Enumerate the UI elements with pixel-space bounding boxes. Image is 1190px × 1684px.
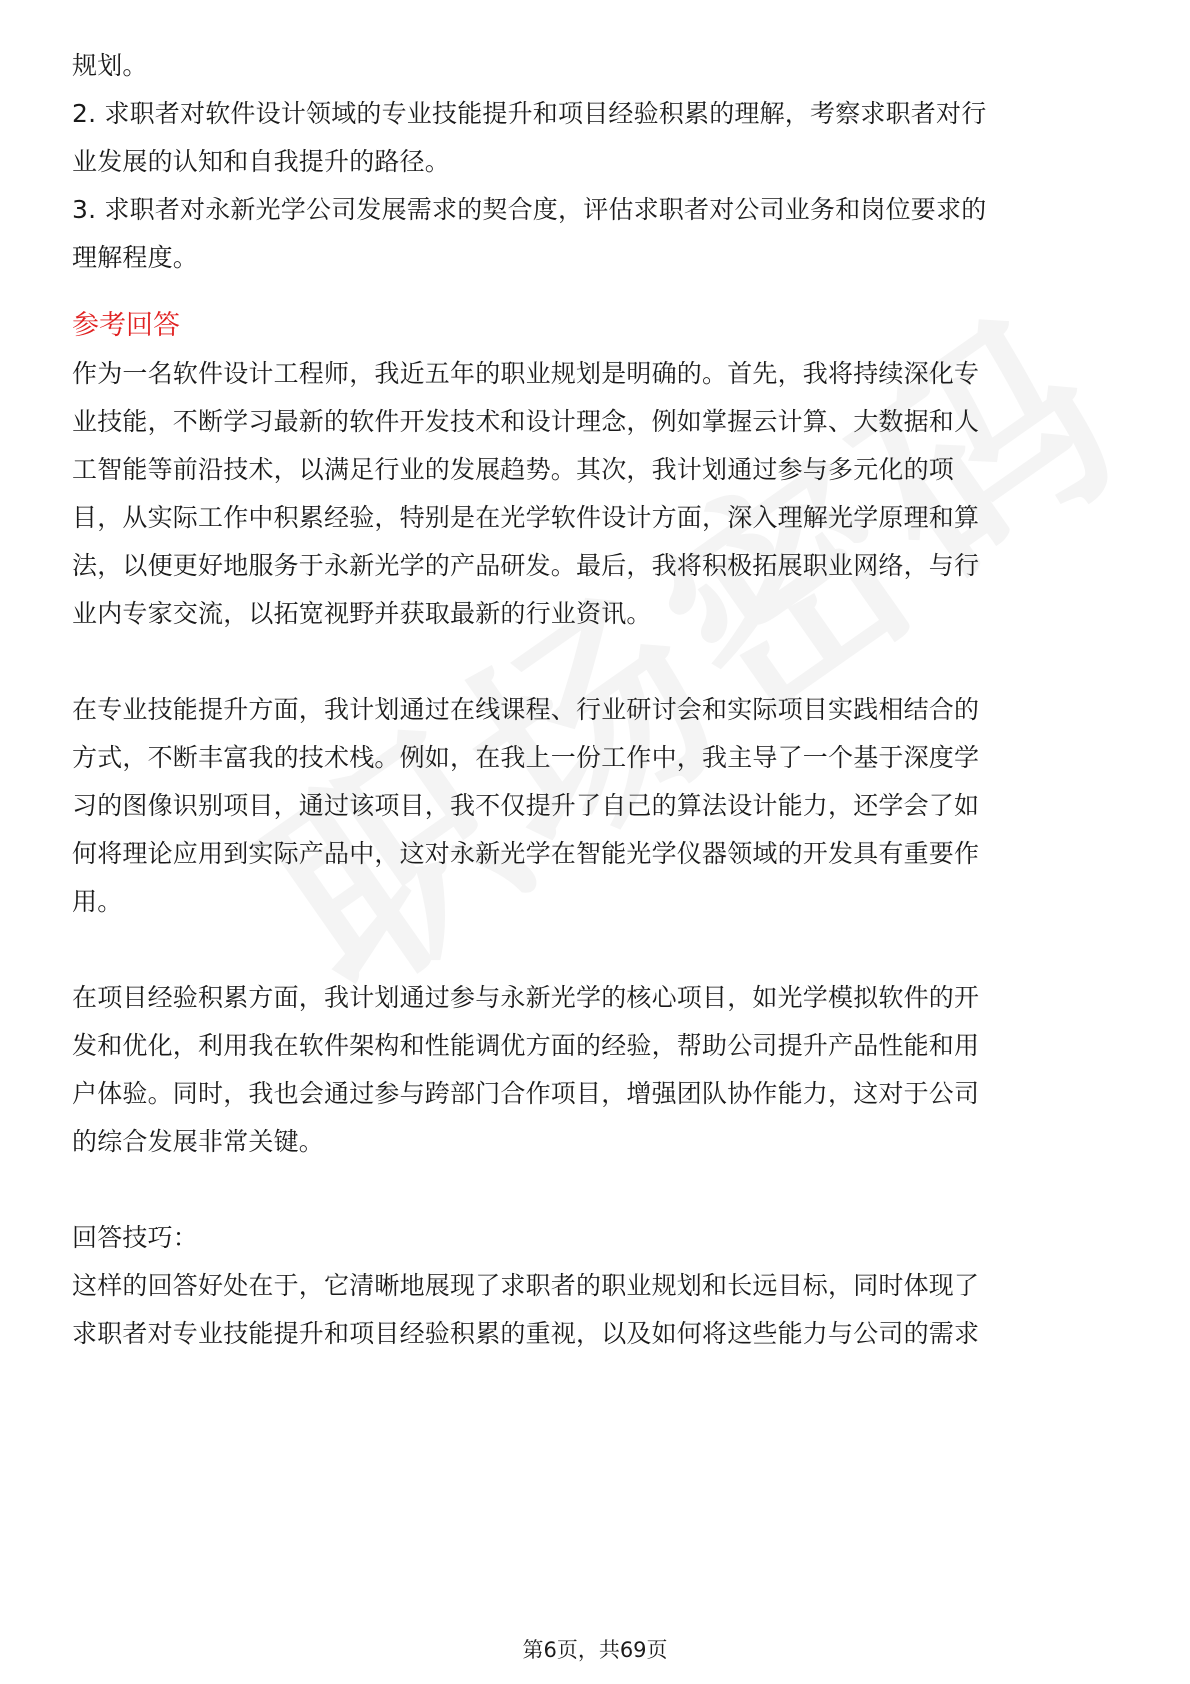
answer-paragraph-1 [72, 350, 1118, 638]
text-line: 规划。 [72, 51, 148, 80]
document-page [72, 42, 1118, 1358]
text-line: 这样的回答好处在于，它清晰地展现了求职者的职业规划和长远目标，同时体现了 [72, 1271, 980, 1300]
intro-section [72, 42, 1118, 282]
text-line: 求职者对专业技能提升和项目经验积累的重视，以及如何将这些能力与公司的需求 [72, 1319, 980, 1348]
answer-paragraph-3 [72, 974, 1118, 1166]
answer-paragraph-2 [72, 686, 1118, 926]
tips-paragraph [72, 1262, 1118, 1358]
text-line: 的综合发展非常关键。 [72, 1127, 325, 1156]
text-line: 作为一名软件设计工程师，我近五年的职业规划是明确的。首先，我将持续深化专 [72, 359, 980, 388]
text-line: 在专业技能提升方面，我计划通过在线课程、行业研讨会和实际项目实践相结合的 [72, 695, 980, 724]
text-line: 2. 求职者对软件设计领域的专业技能提升和项目经验积累的理解，考察求职者对行 [72, 99, 987, 128]
text-line: 工智能等前沿技术，以满足行业的发展趋势。其次，我计划通过参与多元化的项 [72, 455, 955, 484]
text-line: 理解程度。 [72, 243, 199, 272]
text-line: 在项目经验积累方面，我计划通过参与永新光学的核心项目，如光学模拟软件的开 [72, 983, 980, 1012]
text-line: 用。 [72, 887, 123, 916]
text-line: 户体验。同时，我也会通过参与跨部门合作项目，增强团队协作能力，这对于公司 [72, 1079, 980, 1108]
page-number: 第6页，共69页 [522, 1638, 668, 1662]
text-line: 3. 求职者对永新光学公司发展需求的契合度，评估求职者对公司业务和岗位要求的 [72, 195, 987, 224]
text-line: 业技能，不断学习最新的软件开发技术和设计理念，例如掌握云计算、大数据和人 [72, 407, 980, 436]
text-line: 目，从实际工作中积累经验，特别是在光学软件设计方面，深入理解光学原理和算 [72, 503, 980, 532]
text-line: 法，以便更好地服务于永新光学的产品研发。最后，我将积极拓展职业网络，与行 [72, 551, 980, 580]
text-line: 业发展的认知和自我提升的路径。 [72, 147, 451, 176]
paragraph-gap [72, 638, 1118, 686]
text-line: 方式，不断丰富我的技术栈。例如，在我上一份工作中，我主导了一个基于深度学 [72, 743, 980, 772]
text-line: 发和优化，利用我在软件架构和性能调优方面的经验，帮助公司提升产品性能和用 [72, 1031, 980, 1060]
answer-heading: 参考回答 [72, 310, 180, 341]
paragraph-gap [72, 926, 1118, 974]
text-line: 何将理论应用到实际产品中，这对永新光学在智能光学仪器领域的开发具有重要作 [72, 839, 980, 868]
paragraph-gap [72, 1166, 1118, 1214]
text-line: 习的图像识别项目，通过该项目，我不仅提升了自己的算法设计能力，还学会了如 [72, 791, 980, 820]
tips-heading: 回答技巧： [72, 1223, 199, 1252]
text-line: 业内专家交流，以拓宽视野并获取最新的行业资讯。 [72, 599, 652, 628]
